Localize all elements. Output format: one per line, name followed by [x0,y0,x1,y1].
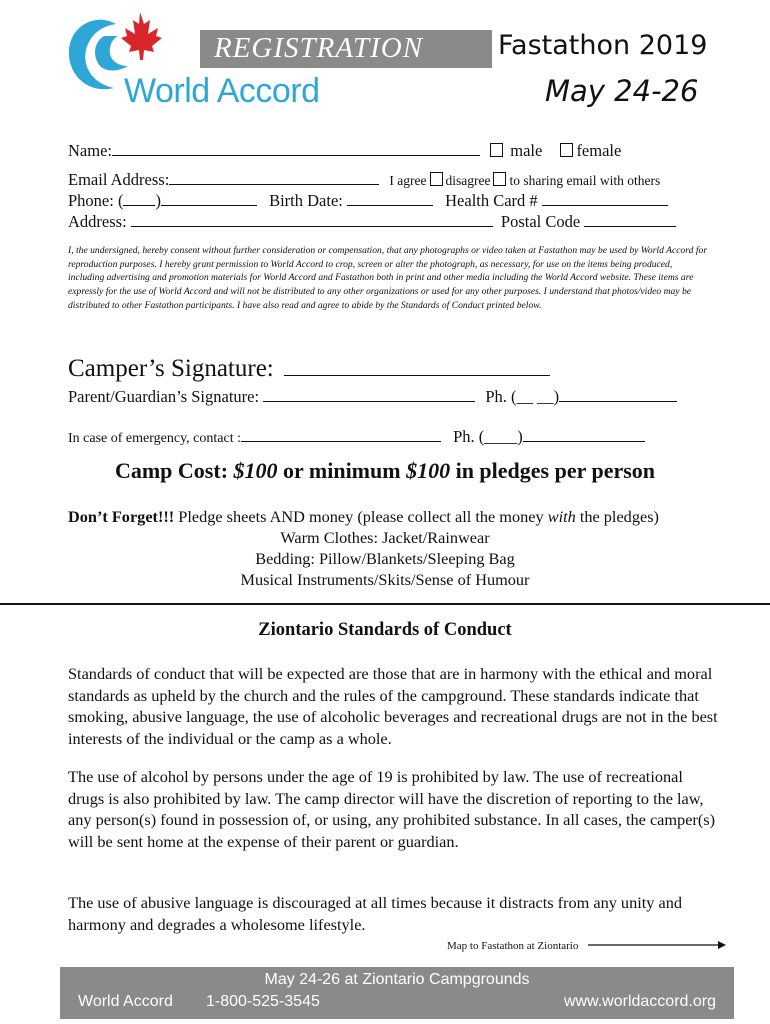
phone-close: ) [155,191,161,210]
event-title: Fastathon 2019 [498,30,708,61]
cost-suffix: in pledges per person [450,458,656,483]
name-row [68,141,621,161]
conduct-paragraph-3: The use of abusive language is discouraged at all times because it distracts from any unity and harmony and degrades a wholesome lifestyle. [68,893,682,934]
phone-area-field[interactable] [123,204,155,206]
cost-minimum-amount: $100 [406,458,451,483]
female-checkbox[interactable] [560,143,573,157]
postal-code-field[interactable] [584,225,676,227]
camp-cost [0,458,770,484]
cost-prefix: Camp Cost: [114,458,234,483]
camper-signature-label: Camper’s Signature: [68,355,274,382]
pledge-with: with [547,507,576,526]
email-field[interactable] [169,183,379,185]
conduct-title: Ziontario Standards of Conduct [258,620,512,640]
consent-text: I, the undersigned, hereby consent without further consideration or compensation, that any photographs or video taken at Fastathon may be used by World Accord for reproduction purposes. I hereby grant permission to World Accord to crop, screen or alter the photograph, as necessary, for use on the items being produced, including advertising and promotion materials for World Accord and Fastathon both in print and other media including the World Accord website. These items are expressly for the use of World Accord and will not be distributed to any other organizations or used for any other purposes. I understand that photos/video may be distributed to other Fastathon participants. I have also read and agree to abide by the Standards of Conduct printed below. [68,245,708,311]
arrow-right-icon [588,940,726,950]
cost-middle: or minimum [277,458,407,483]
health-card-field[interactable] [542,204,668,206]
address-field[interactable] [131,225,493,227]
address-label: Address: [68,212,127,231]
guardian-signature-label: Parent/Guardian’s Signature: [68,387,260,406]
conduct-paragraph-1: Standards of conduct that will be expected are those that are in harmony with the ethical and moral standards as upheld by the church and the rules of the campground. These standards indicate that smoking, abusive language, the use of alcoholic beverages and recreational drugs are not in the best interests of the individual or the camp as a whole. [68,664,718,748]
footer-banner [60,967,734,1019]
dont-forget-label: Don’t Forget!!! [68,507,175,526]
camper-signature-row [68,355,550,383]
birth-date-label: Birth Date: [269,191,343,210]
guardian-phone-label: Ph. (__ __) [485,387,560,406]
name-label: Name: [68,141,112,160]
registration-title: REGISTRATION [214,32,424,64]
postal-code-label: Postal Code [500,212,581,231]
footer-org: World Accord [78,993,173,1010]
email-row [68,170,660,190]
cost-amount: $100 [233,458,278,483]
org-name-logo: World Accord [124,72,320,110]
map-link-label: Map to Fastathon at Ziontario [447,940,579,952]
phone-row [68,191,668,211]
conduct-paragraph-2: The use of alcohol by persons under the age of 19 is prohibited by law. The use of recreational drugs is also prohibited by law. The camp director will have the discretion of reporting to the law, any person(s) found in possession of, or using, any prohibited substance. In all cases, the camper(s) will be sent home at the expense of their parent or guardian. [68,767,716,851]
event-dates: May 24-26 [545,74,699,108]
footer-event-line: May 24-26 at Ziontario Campgrounds [264,971,530,988]
guardian-phone-field[interactable] [559,400,677,402]
birth-date-field[interactable] [347,204,433,206]
registration-banner [200,30,492,68]
reminder-item: Bedding: Pillow/Blankets/Sleeping Bag [255,549,515,568]
emergency-contact-label: In case of emergency, contact : [68,431,241,446]
section-divider [0,603,770,605]
health-card-label: Health Card # [445,191,538,210]
phone-label: Phone: ( [68,191,124,210]
guardian-signature-field[interactable] [263,400,475,402]
camper-signature-field[interactable] [284,374,550,376]
footer-website[interactable]: www.worldaccord.org [563,993,716,1010]
name-field[interactable] [112,154,480,156]
reminder-list [0,527,770,590]
email-label: Email Address: [68,170,170,189]
dont-forget-line [68,507,659,527]
map-link[interactable] [447,936,726,954]
footer-phone[interactable]: 1-800-525-3545 [206,993,320,1010]
agree-label: I agree [389,173,427,188]
emergency-phone-label: Ph. (____) [453,427,523,446]
emergency-phone-field[interactable] [523,440,645,442]
pledge-text-end: the pledges) [575,507,659,526]
male-checkbox[interactable] [490,143,503,157]
male-label: male [510,141,543,160]
disagree-label: disagree [445,173,491,188]
disagree-checkbox[interactable] [493,172,506,186]
phone-field[interactable] [161,204,257,206]
reminder-item: Musical Instruments/Skits/Sense of Humour [240,570,530,589]
emergency-contact-field[interactable] [241,440,441,442]
address-row [68,212,676,232]
agree-checkbox[interactable] [430,172,443,186]
share-email-label: to sharing email with others [509,173,661,188]
female-label: female [576,141,622,160]
pledge-text: Pledge sheets AND money (please collect all the money [174,507,548,526]
emergency-contact-row [68,427,645,447]
guardian-signature-row [68,387,677,407]
reminder-item: Warm Clothes: Jacket/Rainwear [280,528,490,547]
